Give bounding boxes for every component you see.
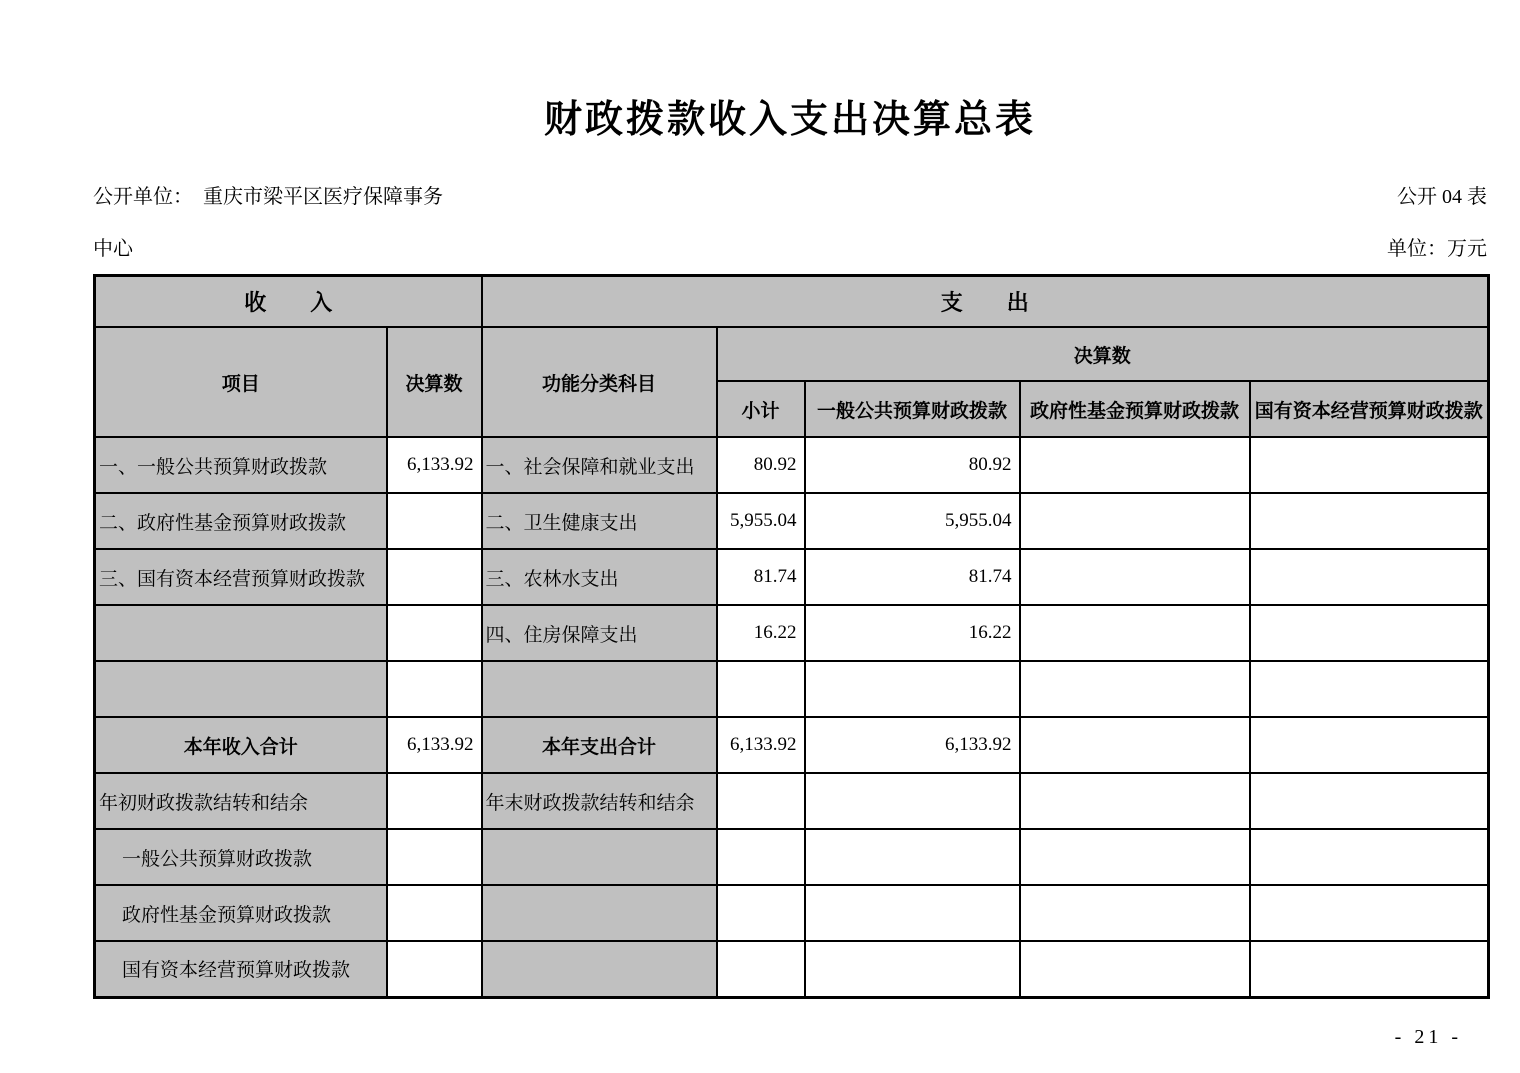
cell-general-public-budget: 6,133.92 bbox=[805, 717, 1020, 773]
cell-general-public-budget: 80.92 bbox=[805, 437, 1020, 493]
col-header-income-item: 项目 bbox=[95, 327, 387, 437]
cell-income-amount bbox=[387, 829, 482, 885]
cell-income-item: 政府性基金预算财政拨款 bbox=[95, 885, 387, 941]
cell-expenditure-item bbox=[482, 829, 717, 885]
table-row bbox=[95, 829, 1489, 885]
cell-expenditure-item bbox=[482, 941, 717, 997]
cell-government-fund-budget bbox=[1020, 605, 1250, 661]
cell-expenditure-item bbox=[482, 661, 717, 717]
cell-income-item: 年初财政拨款结转和结余 bbox=[95, 773, 387, 829]
table-row bbox=[95, 493, 1489, 549]
meta-row-1 bbox=[93, 184, 1487, 210]
col-header-function-category: 功能分类科目 bbox=[482, 327, 717, 437]
column-header-row bbox=[95, 327, 1489, 381]
cell-general-public-budget bbox=[805, 941, 1020, 997]
cell-expenditure-item: 本年支出合计 bbox=[482, 717, 717, 773]
cell-income-item: 本年收入合计 bbox=[95, 717, 387, 773]
col-header-expenditure-amount-group: 决算数 bbox=[717, 327, 1489, 381]
cell-income-amount bbox=[387, 885, 482, 941]
cell-state-capital-budget bbox=[1250, 717, 1489, 773]
cell-expenditure-item: 四、住房保障支出 bbox=[482, 605, 717, 661]
cell-government-fund-budget bbox=[1020, 717, 1250, 773]
cell-government-fund-budget bbox=[1020, 773, 1250, 829]
col-header-subtotal: 小计 bbox=[717, 381, 805, 437]
cell-general-public-budget: 5,955.04 bbox=[805, 493, 1020, 549]
cell-government-fund-budget bbox=[1020, 493, 1250, 549]
cell-subtotal bbox=[717, 829, 805, 885]
table-row bbox=[95, 885, 1489, 941]
cell-expenditure-item: 三、农林水支出 bbox=[482, 549, 717, 605]
cell-income-item: 三、国有资本经营预算财政拨款 bbox=[95, 549, 387, 605]
section-header-row bbox=[95, 275, 1489, 327]
table-row bbox=[95, 941, 1489, 997]
cell-expenditure-item: 一、社会保障和就业支出 bbox=[482, 437, 717, 493]
cell-expenditure-item bbox=[482, 885, 717, 941]
table-row bbox=[95, 717, 1489, 773]
cell-subtotal: 81.74 bbox=[717, 549, 805, 605]
cell-state-capital-budget bbox=[1250, 773, 1489, 829]
page-title: 财政拨款收入支出决算总表 bbox=[543, 99, 1036, 141]
cell-income-amount: 6,133.92 bbox=[387, 717, 482, 773]
table-row bbox=[95, 549, 1489, 605]
cell-state-capital-budget bbox=[1250, 437, 1489, 493]
cell-government-fund-budget bbox=[1020, 661, 1250, 717]
cell-state-capital-budget bbox=[1250, 549, 1489, 605]
cell-expenditure-item: 年末财政拨款结转和结余 bbox=[482, 773, 717, 829]
cell-general-public-budget bbox=[805, 661, 1020, 717]
cell-income-amount: 6,133.92 bbox=[387, 437, 482, 493]
budget-summary-table bbox=[93, 274, 1490, 999]
cell-income-item bbox=[95, 605, 387, 661]
meta-row-2 bbox=[93, 236, 1487, 262]
cell-state-capital-budget bbox=[1250, 885, 1489, 941]
cell-state-capital-budget bbox=[1250, 661, 1489, 717]
unit-note: 单位：万元 bbox=[1387, 237, 1487, 260]
col-header-general-public-budget: 一般公共预算财政拨款 bbox=[805, 381, 1020, 437]
cell-government-fund-budget bbox=[1020, 885, 1250, 941]
table-row bbox=[95, 437, 1489, 493]
cell-income-item: 一般公共预算财政拨款 bbox=[95, 829, 387, 885]
income-section-header: 收 入 bbox=[95, 275, 482, 327]
cell-subtotal: 80.92 bbox=[717, 437, 805, 493]
cell-subtotal bbox=[717, 661, 805, 717]
cell-state-capital-budget bbox=[1250, 829, 1489, 885]
cell-state-capital-budget bbox=[1250, 941, 1489, 997]
cell-government-fund-budget bbox=[1020, 437, 1250, 493]
cell-income-amount bbox=[387, 941, 482, 997]
cell-income-item bbox=[95, 661, 387, 717]
cell-subtotal bbox=[717, 941, 805, 997]
cell-general-public-budget bbox=[805, 773, 1020, 829]
cell-income-amount bbox=[387, 549, 482, 605]
table-row bbox=[95, 773, 1489, 829]
cell-income-item: 国有资本经营预算财政拨款 bbox=[95, 941, 387, 997]
cell-general-public-budget bbox=[805, 829, 1020, 885]
cell-government-fund-budget bbox=[1020, 549, 1250, 605]
expenditure-section-header: 支 出 bbox=[482, 275, 1489, 327]
cell-subtotal bbox=[717, 885, 805, 941]
publisher-label: 公开单位： 重庆市梁平区医疗保障事务 bbox=[93, 185, 443, 208]
cell-subtotal: 5,955.04 bbox=[717, 493, 805, 549]
table-row bbox=[95, 661, 1489, 717]
page-number: - 21 - bbox=[1394, 1026, 1462, 1048]
col-header-income-amount: 决算数 bbox=[387, 327, 482, 437]
col-header-government-fund-budget: 政府性基金预算财政拨款 bbox=[1020, 381, 1250, 437]
cell-general-public-budget bbox=[805, 885, 1020, 941]
cell-subtotal: 6,133.92 bbox=[717, 717, 805, 773]
cell-income-amount bbox=[387, 773, 482, 829]
table-body bbox=[95, 437, 1489, 997]
table-code: 公开 04 表 bbox=[1397, 185, 1487, 208]
cell-government-fund-budget bbox=[1020, 941, 1250, 997]
publisher-label-continued: 中心 bbox=[93, 237, 133, 260]
cell-income-amount bbox=[387, 661, 482, 717]
cell-state-capital-budget bbox=[1250, 493, 1489, 549]
document-content bbox=[93, 0, 1487, 999]
cell-subtotal bbox=[717, 773, 805, 829]
cell-income-amount bbox=[387, 493, 482, 549]
col-header-state-capital-budget: 国有资本经营预算财政拨款 bbox=[1250, 381, 1489, 437]
table-row bbox=[95, 605, 1489, 661]
cell-income-item: 二、政府性基金预算财政拨款 bbox=[95, 493, 387, 549]
cell-income-amount bbox=[387, 605, 482, 661]
cell-income-item: 一、一般公共预算财政拨款 bbox=[95, 437, 387, 493]
cell-government-fund-budget bbox=[1020, 829, 1250, 885]
cell-state-capital-budget bbox=[1250, 605, 1489, 661]
cell-expenditure-item: 二、卫生健康支出 bbox=[482, 493, 717, 549]
cell-general-public-budget: 16.22 bbox=[805, 605, 1020, 661]
cell-subtotal: 16.22 bbox=[717, 605, 805, 661]
cell-general-public-budget: 81.74 bbox=[805, 549, 1020, 605]
